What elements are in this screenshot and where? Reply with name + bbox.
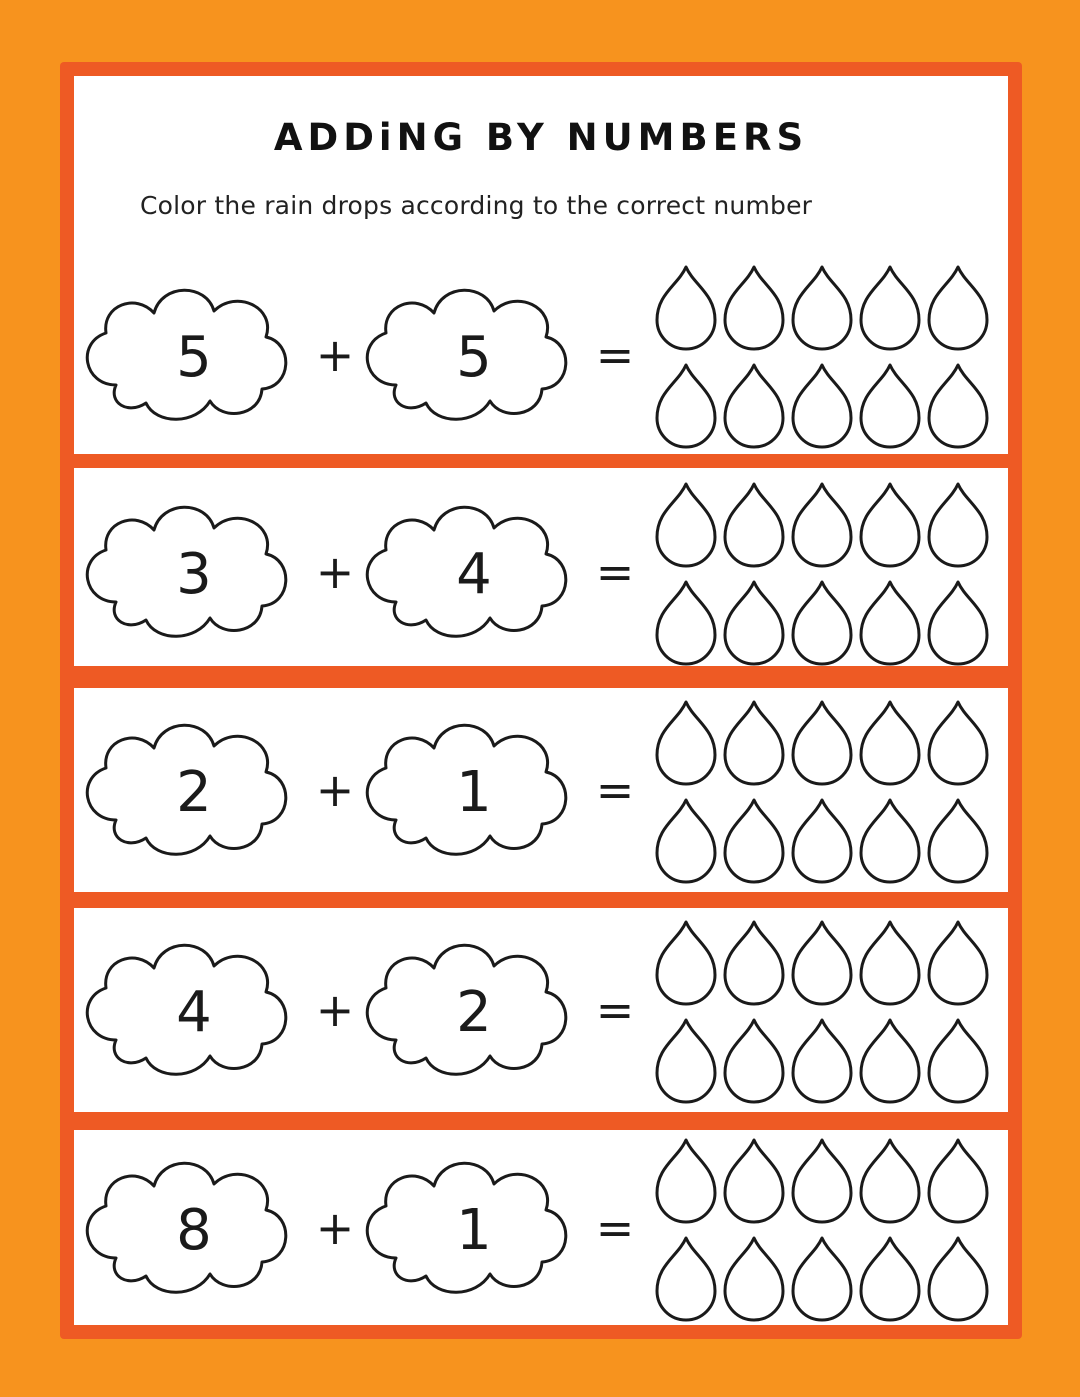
equals-sign: = [595,763,635,817]
raindrop-icon[interactable] [657,267,715,349]
equals-sign: = [595,1201,635,1255]
addend-a: 2 [176,760,212,825]
raindrop-icon[interactable] [657,582,715,664]
raindrop-icon[interactable] [861,484,919,566]
raindrop-icon[interactable] [725,582,783,664]
raindrop-icon[interactable] [793,582,851,664]
raindrop-icon[interactable] [657,1020,715,1102]
raindrop-icon[interactable] [793,922,851,1004]
raindrop-icon[interactable] [929,1020,987,1102]
raindrop-icon[interactable] [657,365,715,447]
raindrop-icon[interactable] [725,267,783,349]
worksheet-title: ADDiNG BY NUMBERS [273,116,809,159]
raindrop-icon[interactable] [725,365,783,447]
addend-b: 2 [456,980,492,1045]
raindrop-icon[interactable] [657,800,715,882]
raindrop-icon[interactable] [861,365,919,447]
addend-b: 1 [456,1198,492,1263]
raindrop-icon[interactable] [929,800,987,882]
raindrop-icon[interactable] [725,800,783,882]
addend-b: 5 [456,325,492,390]
plus-sign: + [315,763,355,817]
raindrop-icon[interactable] [929,702,987,784]
problem-row [87,484,987,664]
problem-row [87,267,987,447]
addend-a: 4 [176,980,212,1045]
raindrop-icon[interactable] [861,922,919,1004]
raindrop-icon[interactable] [929,484,987,566]
raindrop-icon[interactable] [929,922,987,1004]
raindrop-icon[interactable] [793,484,851,566]
raindrop-icon[interactable] [861,267,919,349]
raindrop-icon[interactable] [725,702,783,784]
addend-a: 3 [176,542,212,607]
plus-sign: + [315,1201,355,1255]
raindrop-icon[interactable] [861,702,919,784]
raindrop-icon[interactable] [929,582,987,664]
addend-a: 8 [176,1198,212,1263]
raindrop-icon[interactable] [657,1238,715,1320]
raindrop-icon[interactable] [657,922,715,1004]
raindrop-icon[interactable] [793,267,851,349]
problem-row [87,1140,987,1320]
raindrop-icon[interactable] [725,1020,783,1102]
plus-sign: + [315,328,355,382]
addend-b: 1 [456,760,492,825]
equals-sign: = [595,328,635,382]
raindrop-icon[interactable] [725,484,783,566]
problem-row [87,922,987,1102]
raindrop-icon[interactable] [929,1140,987,1222]
raindrop-icon[interactable] [861,1140,919,1222]
addend-b: 4 [456,542,492,607]
raindrop-icon[interactable] [929,365,987,447]
raindrop-icon[interactable] [861,1020,919,1102]
raindrop-icon[interactable] [793,1020,851,1102]
addend-a: 5 [176,325,212,390]
worksheet-instructions: Color the rain drops according to the correct number [140,191,813,220]
raindrop-icon[interactable] [657,702,715,784]
raindrop-icon[interactable] [725,1140,783,1222]
raindrop-icon[interactable] [929,1238,987,1320]
equals-sign: = [595,983,635,1037]
raindrop-icon[interactable] [725,922,783,1004]
problem-row [87,702,987,882]
raindrop-icon[interactable] [861,582,919,664]
equals-sign: = [595,545,635,599]
raindrop-icon[interactable] [861,1238,919,1320]
raindrop-icon[interactable] [861,800,919,882]
plus-sign: + [315,983,355,1037]
plus-sign: + [315,545,355,599]
raindrop-icon[interactable] [929,267,987,349]
raindrop-icon[interactable] [657,484,715,566]
raindrop-icon[interactable] [793,1238,851,1320]
raindrop-icon[interactable] [793,1140,851,1222]
raindrop-icon[interactable] [725,1238,783,1320]
raindrop-icon[interactable] [793,800,851,882]
raindrop-icon[interactable] [657,1140,715,1222]
raindrop-icon[interactable] [793,702,851,784]
raindrop-icon[interactable] [793,365,851,447]
